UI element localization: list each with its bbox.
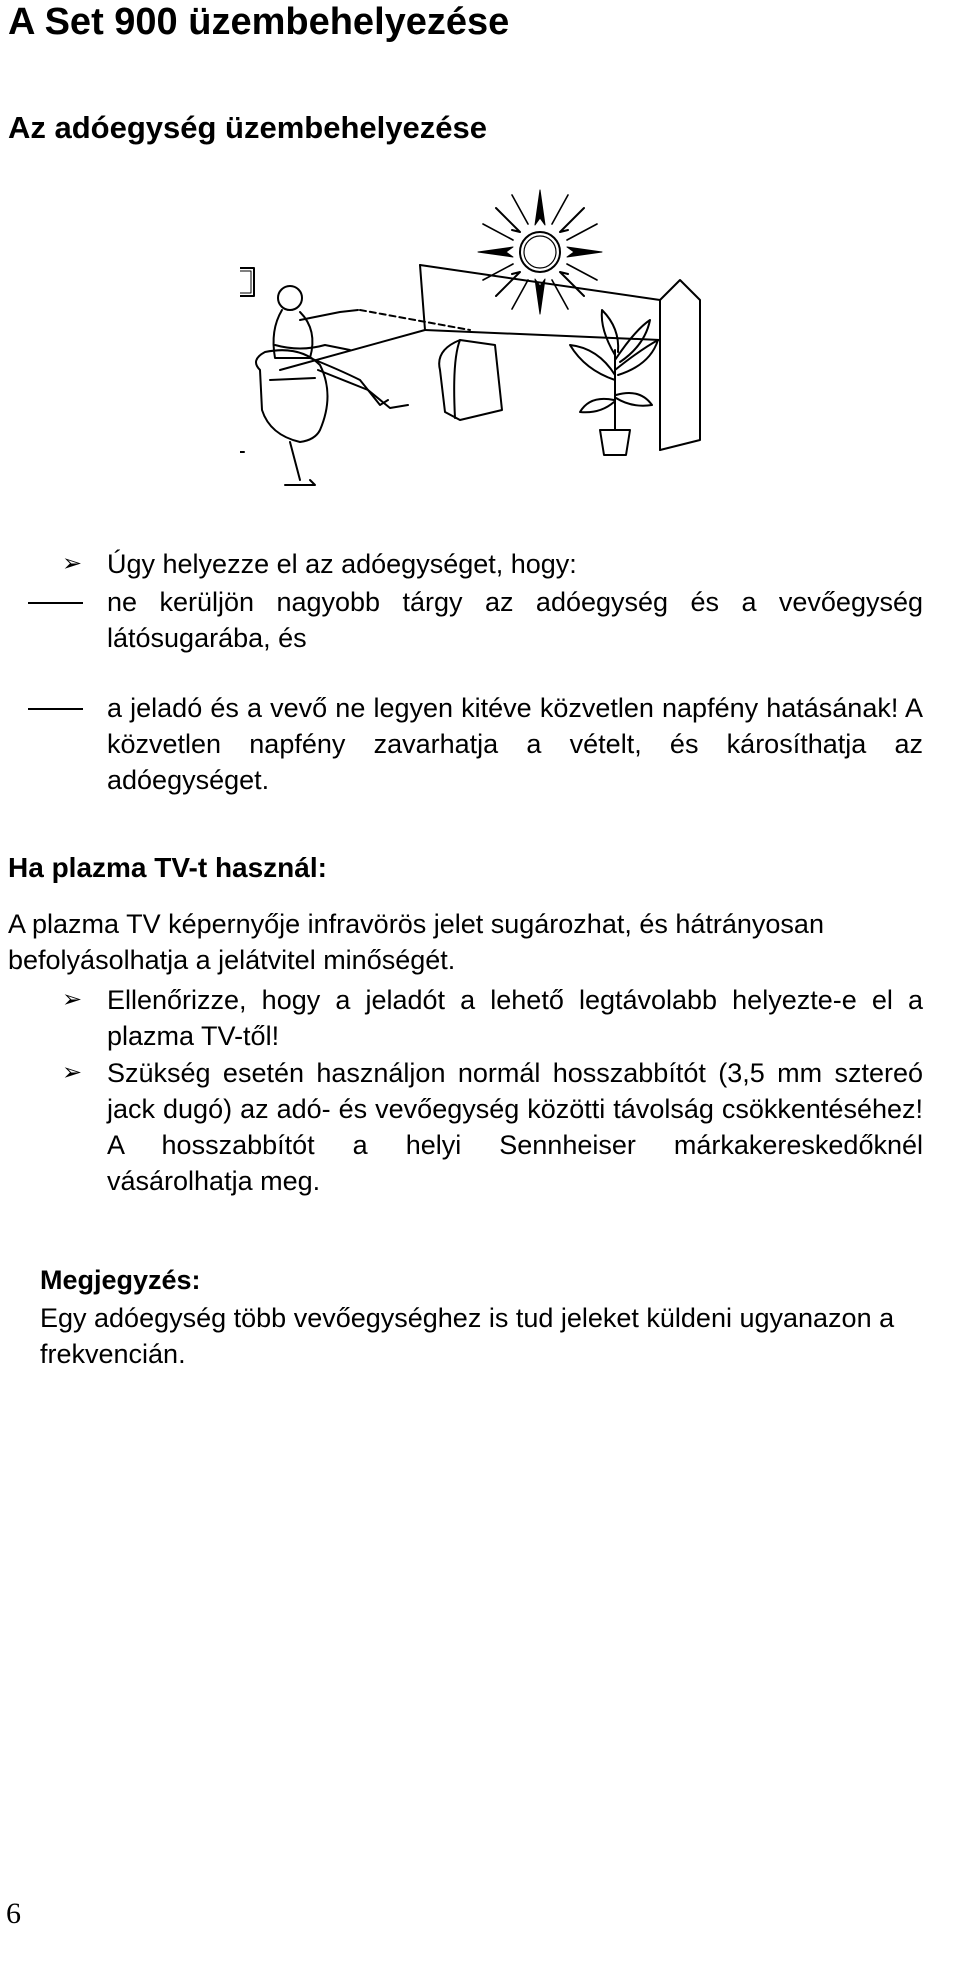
section-subtitle: Az adóegység üzembehelyezése <box>8 110 487 145</box>
placement-intro: Úgy helyezze el az adóegységet, hogy: <box>107 549 577 579</box>
placement-illustration <box>240 180 730 530</box>
plasma-heading: Ha plazma TV-t használ: <box>8 852 327 883</box>
plasma-bullet-2: Szükség esetén használjon normál hosszabbítót (3,5 mm sztereó jack dugó) az adó- és vevőegység közötti távolság csökkentéséhez! A hosszabbítót a helyi Sennheiser márkakereskedőknél vásárolhatja meg. <box>107 1058 923 1196</box>
dash-bullet-icon <box>28 708 83 710</box>
arrow-bullet-icon: ➢ <box>62 550 83 577</box>
note-heading: Megjegyzés: <box>40 1265 201 1295</box>
plant-icon <box>570 310 658 455</box>
sun-icon <box>478 190 602 314</box>
ir-beam-icon <box>360 310 470 330</box>
plasma-paragraph: A plazma TV képernyője infravörös jelet sugározhat, és hátrányosan befolyásolhatja a jelátvitel minőségét. <box>8 909 824 975</box>
plasma-bullet-1: Ellenőrizze, hogy a jeladót a lehető legtávolabb helyezte-e el a plazma TV-től! <box>107 985 923 1051</box>
placement-item-2: a jeladó és a vevő ne legyen kitéve közvetlen napfény hatásának! A közvetlen napfény zavarhatja a vételt, és károsíthatja az adóegységet. <box>107 693 923 795</box>
arrow-bullet-icon: ➢ <box>62 986 83 1013</box>
page-title: A Set 900 üzembehelyezése <box>8 1 510 43</box>
person-in-armchair-icon <box>256 286 408 485</box>
wall-illustration <box>280 265 700 450</box>
floor-lamp-icon <box>240 268 254 452</box>
arrow-bullet-icon: ➢ <box>62 1059 83 1086</box>
note-text: Egy adóegység több vevőegységhez is tud jeleket küldeni ugyanazon a frekvencián. <box>40 1303 895 1369</box>
dash-bullet-icon <box>28 602 83 604</box>
page-number: 6 <box>6 1897 21 1930</box>
placement-item-1: ne kerüljön nagyobb tárgy az adóegység és a vevőegység látósugarába, és <box>107 587 923 653</box>
tv-unit-icon <box>439 340 502 420</box>
